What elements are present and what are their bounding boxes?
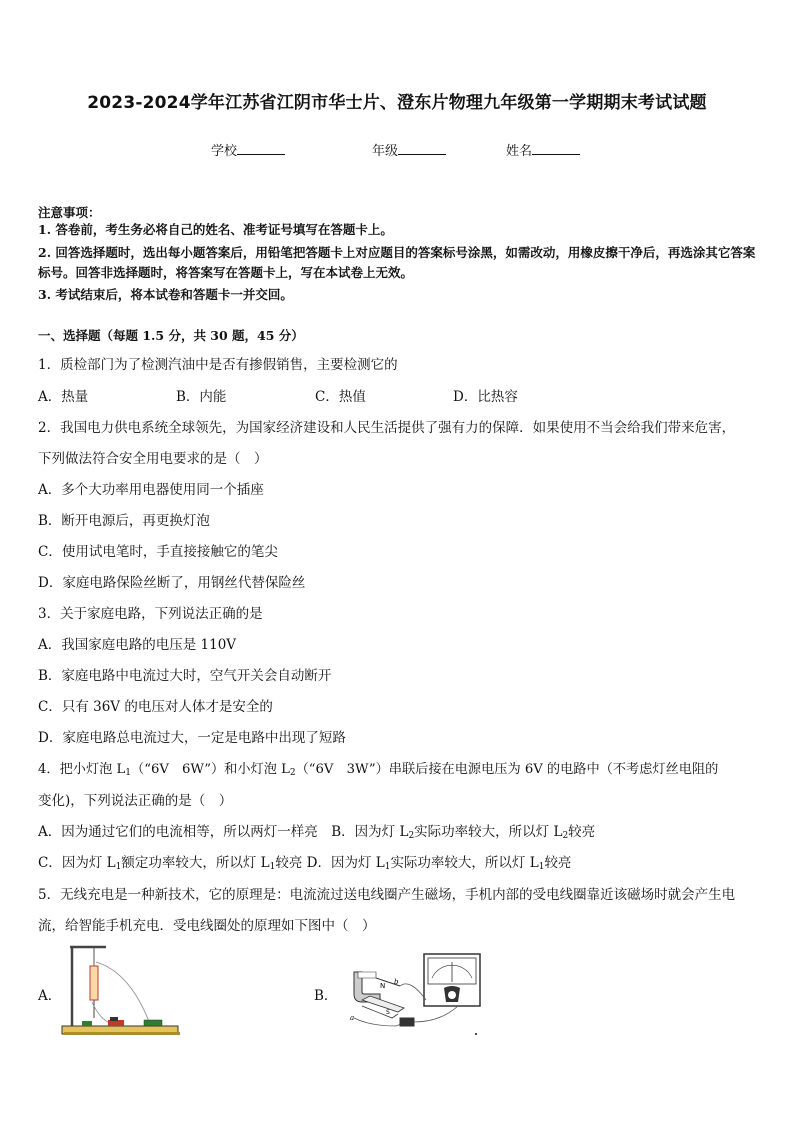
q3-option-d: D．家庭电路总电流过大，一定是电路中出现了短路 [38, 730, 346, 746]
notice-heading: 注意事项： [38, 205, 101, 220]
notice-item-1: 1. 答卷前，考生务必将自己的姓名、准考证号填写在答题卡上。 [38, 222, 393, 237]
school-blank [237, 142, 285, 155]
q1-option-a: A．热量 [38, 389, 89, 405]
q3-option-a: A．我国家庭电路的电压是 110V [38, 637, 237, 653]
q2-stem-line1: 2．我国电力供电系统全球领先，为国家经济建设和人民生活提供了强有力的保障．如果使用不当会给我们带来危害， [38, 420, 736, 436]
q2-stem-line2: 下列做法符合安全用电要求的是（ ） [38, 451, 268, 467]
magnet-s-label: S [386, 1009, 390, 1016]
magnet-n-label: N [380, 982, 386, 990]
q1-option-c: C．热值 [315, 389, 366, 405]
q3-option-c: C．只有 36V 的电压对人体才是安全的 [38, 699, 273, 715]
q3-stem: 3．关于家庭电路，下列说法正确的是 [38, 606, 263, 622]
q5-figure-b-label: B． [314, 988, 338, 1004]
q4-stem-line1: 4．把小灯泡 $L_1(“6V$ 6W”）和小灯泡 $L_2(“6V$ 3W”）串联后接在电源电压为 6V 的电路中（不考虑灯丝电阻的 [38, 762, 719, 778]
page-title: 2023-2024学年江苏省江阴市华士片、澄东片物理九年级第一学期期末考试试题 [87, 93, 707, 113]
grade-blank [398, 142, 446, 155]
q5-stem-line1: 5．无线充电是一种新技术，它的原理是：电流流过送电线圈产生磁场，手机内部的受电线圈靠近该磁场时就会产生电 [38, 887, 736, 903]
q5-figure-b [340, 948, 490, 1038]
q5-figure-a [60, 942, 182, 1036]
q4-stem-line2: 变化)，下列说法正确的是（ ） [38, 793, 233, 809]
q5-figure-a-label: A． [38, 988, 62, 1004]
school-field: 学校 [211, 140, 285, 159]
wire-a-label: a [350, 1014, 355, 1022]
name-field: 姓名 [506, 140, 580, 159]
notice-item-2: 2. 回答选择题时，选出每小题答案后，用铅笔把答题卡上对应题目的答案标号涂黑，如需改动，用橡皮擦干净后，再选涂其它答案标号。回答非选择题时，将答案写在答题卡上，写在本试卷上无效。 [38, 245, 756, 280]
q1-stem: 1．质检部门为了检测汽油中是否有掺假销售，主要检测它的 [38, 357, 398, 373]
grade-field: 年级 [372, 140, 446, 159]
wire-b-label: b [394, 978, 399, 986]
q2-option-d: D．家庭电路保险丝断了，用钢丝代替保险丝 [38, 575, 306, 591]
q5-stem-line2: 流，给智能手机充电．受电线圈处的原理如下图中（ ） [38, 918, 376, 934]
q3-option-b: B．家庭电路中电流过大时，空气开关会自动断开 [38, 668, 332, 684]
q4-options-cd: C．因为灯 $L_1$额定功率较大，所以灯 $L_1$较亮 D．因为灯 $L_1$实际功率较大，所以灯 $L_1$较亮 [38, 855, 572, 872]
name-blank [532, 142, 580, 155]
q1-option-b: B．内能 [176, 389, 227, 405]
section-heading: 一、选择题（每题 1.5 分，共 30 题，45 分） [38, 328, 304, 343]
q4-options-ab: A．因为通过它们的电流相等，所以两灯一样亮 B．因为灯 $L_2$实际功率较大，所以灯 $L_2$较亮 [38, 824, 596, 841]
q2-option-b: B．断开电源后，再更换灯泡 [38, 513, 210, 529]
notice-item-3: 3. 考试结束后，将本试卷和答题卡一并交回。 [38, 287, 293, 302]
q2-option-a: A．多个大功率用电器使用同一个插座 [38, 482, 264, 498]
q1-option-d: D．比热容 [453, 389, 518, 405]
q2-option-c: C．使用试电笔时，手直接接触它的笔尖 [38, 544, 278, 560]
